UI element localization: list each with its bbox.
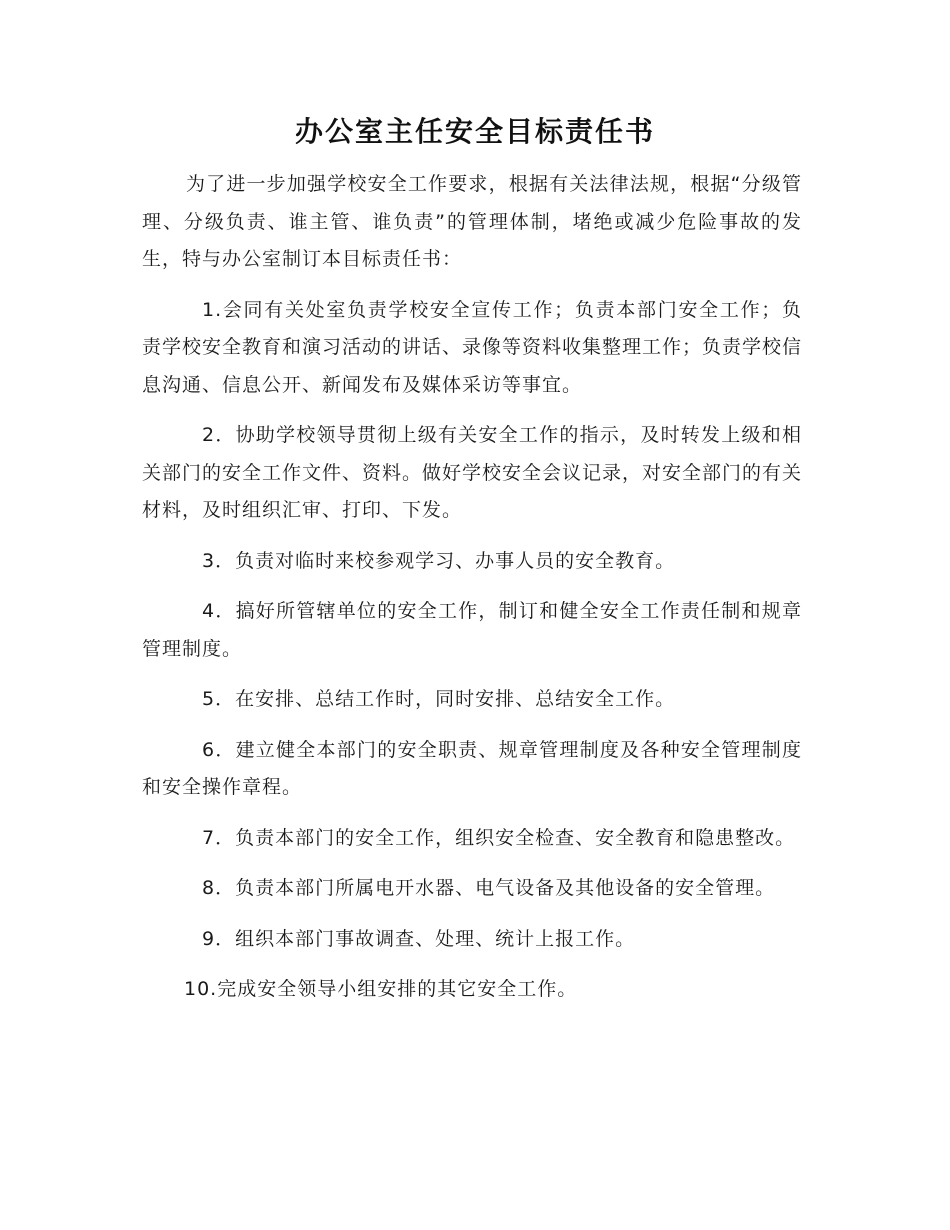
list-item: 3．负责对临时来校参观学习、办事人员的安全教育。	[202, 549, 676, 572]
list-item: 6．建立健全本部门的安全职责、规章管理制度及各种安全管理制度和安全操作章程。	[142, 738, 802, 798]
list-item: 10.完成安全领导小组安排的其它安全工作。	[184, 978, 578, 1000]
list-item: 2．协助学校领导贯彻上级有关安全工作的指示，及时转发上级和相关部门的安全工作文件、资料。做好学校安全会议记录，对安全部门的有关材料，及时组织汇审、打印、下发。	[142, 424, 803, 521]
list-item: 9．组织本部门事故调查、处理、统计上报工作。	[202, 927, 636, 950]
list-item: 7．负责本部门的安全工作，组织安全检查、安全教育和隐患整改。	[202, 826, 796, 849]
intro-paragraph: 为了进一步加强学校安全工作要求，根据有关法律法规，根据“分级管理、分级负责、谁主管、谁负责”的管理体制，堵绝或减少危险事故的发生，特与办公室制订本目标责任书：	[142, 173, 802, 270]
list-item: 1.会同有关处室负责学校安全宣传工作；负责本部门安全工作；负责学校安全教育和演习活动的讲话、录像等资料收集整理工作；负责学校信息沟通、信息公开、新闻发布及媒体采访等事宜。	[142, 298, 803, 396]
list-item: 4．搞好所管辖单位的安全工作，制订和健全安全工作责任制和规章管理制度。	[142, 600, 802, 660]
list-item: 8．负责本部门所属电开水器、电气设备及其他设备的安全管理。	[202, 877, 776, 899]
document-body	[142, 166, 802, 1022]
list-item: 5．在安排、总结工作时，同时安排、总结安全工作。	[202, 688, 676, 710]
document-title: 办公室主任安全目标责任书	[294, 115, 655, 148]
